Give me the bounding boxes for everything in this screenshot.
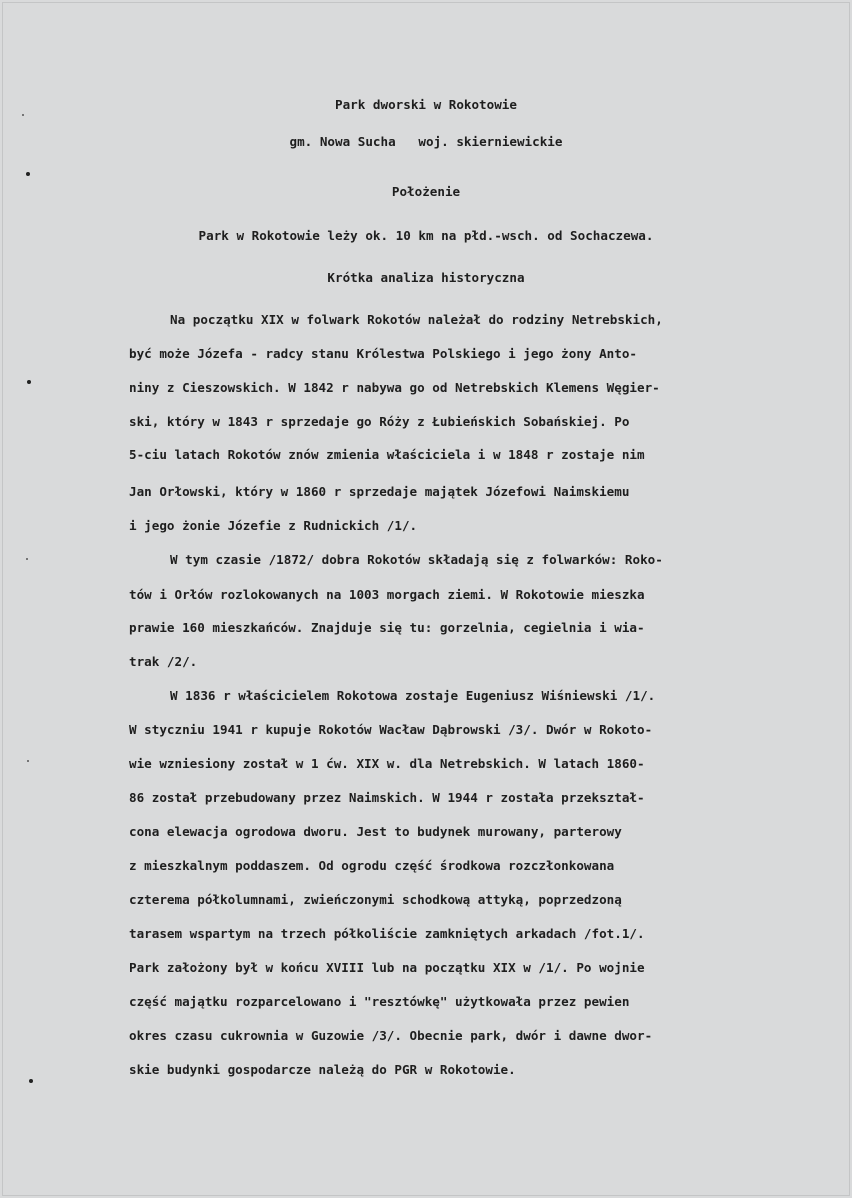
paragraph-line: prawie 160 mieszkańców. Znajduje się tu: gorzelnia, cegielnia i wia- — [129, 620, 645, 635]
location-heading: Położenie — [391, 184, 461, 199]
paragraph-line: ski, który w 1843 r sprzedaje go Róży z Łubieńskich Sobańskiej. Po — [129, 414, 630, 429]
paragraph-line: cona elewacja ogrodowa dworu. Jest to budynek murowany, parterowy — [129, 824, 622, 839]
paragraph-line: i jego żonie Józefie z Rudnickich /1/. — [129, 518, 418, 533]
paragraph-line: tarasem wspartym na trzech półkoliście zamkniętych arkadach /fot.1/. — [129, 926, 645, 941]
margin-mark — [22, 114, 24, 116]
paragraph-line: być może Józefa - radcy stanu Królestwa Polskiego i jego żony Anto- — [129, 346, 637, 361]
paragraph-line: trak /2/. — [129, 654, 198, 669]
document-subtitle: gm. Nowa Sucha woj. skierniewickie — [289, 134, 563, 149]
paragraph-line: czterema półkolumnami, zwieńczonymi schodkową attyką, poprzedzoną — [129, 892, 622, 907]
margin-mark — [29, 1079, 33, 1083]
paragraph-line: W 1836 r właścicielem Rokotowa zostaje Eugeniusz Wiśniewski /1/. — [170, 688, 656, 703]
margin-mark — [27, 760, 29, 762]
paragraph-line: Park założony był w końcu XVIII lub na początku XIX w /1/. Po wojnie — [129, 960, 645, 975]
paragraph-line: 5-ciu latach Rokotów znów zmienia właściciela i w 1848 r zostaje nim — [129, 447, 645, 462]
margin-mark — [27, 380, 31, 384]
paragraph-line: W tym czasie /1872/ dobra Rokotów składają się z folwarków: Roko- — [170, 552, 663, 567]
paragraph-line: skie budynki gospodarcze należą do PGR w Rokotowie. — [129, 1062, 516, 1077]
margin-mark — [26, 558, 28, 560]
document-title: Park dworski w Rokotowie — [335, 97, 517, 112]
paragraph-line: Na początku XIX w folwark Rokotów należał do rodziny Netrebskich, — [170, 312, 663, 327]
location-text: Park w Rokotowie leży ok. 10 km na płd.-wsch. od Sochaczewa. — [198, 228, 654, 243]
paragraph-line: część majątku rozparcelowano i "resztówkę" użytkowała przez pewien — [129, 994, 630, 1009]
paragraph-line: W styczniu 1941 r kupuje Rokotów Wacław Dąbrowski /3/. Dwór w Rokoto- — [129, 722, 653, 737]
paragraph-line: Jan Orłowski, który w 1860 r sprzedaje majątek Józefowi Naimskiemu — [129, 484, 630, 499]
paragraph-line: wie wzniesiony został w 1 ćw. XIX w. dla Netrebskich. W latach 1860- — [129, 756, 645, 771]
margin-mark — [26, 172, 30, 176]
paragraph-line: tów i Orłów rozlokowanych na 1003 morgach ziemi. W Rokotowie mieszka — [129, 587, 645, 602]
paragraph-line: z mieszkalnym poddaszem. Od ogrodu część środkowa rozczłonkowana — [129, 858, 615, 873]
paragraph-line: niny z Cieszowskich. W 1842 r nabywa go od Netrebskich Klemens Węgier- — [129, 380, 660, 395]
history-heading: Krótka analiza historyczna — [327, 270, 525, 285]
paragraph-line: okres czasu cukrownia w Guzowie /3/. Obecnie park, dwór i dawne dwor- — [129, 1028, 653, 1043]
paragraph-line: 86 został przebudowany przez Naimskich. W 1944 r została przekształ- — [129, 790, 645, 805]
